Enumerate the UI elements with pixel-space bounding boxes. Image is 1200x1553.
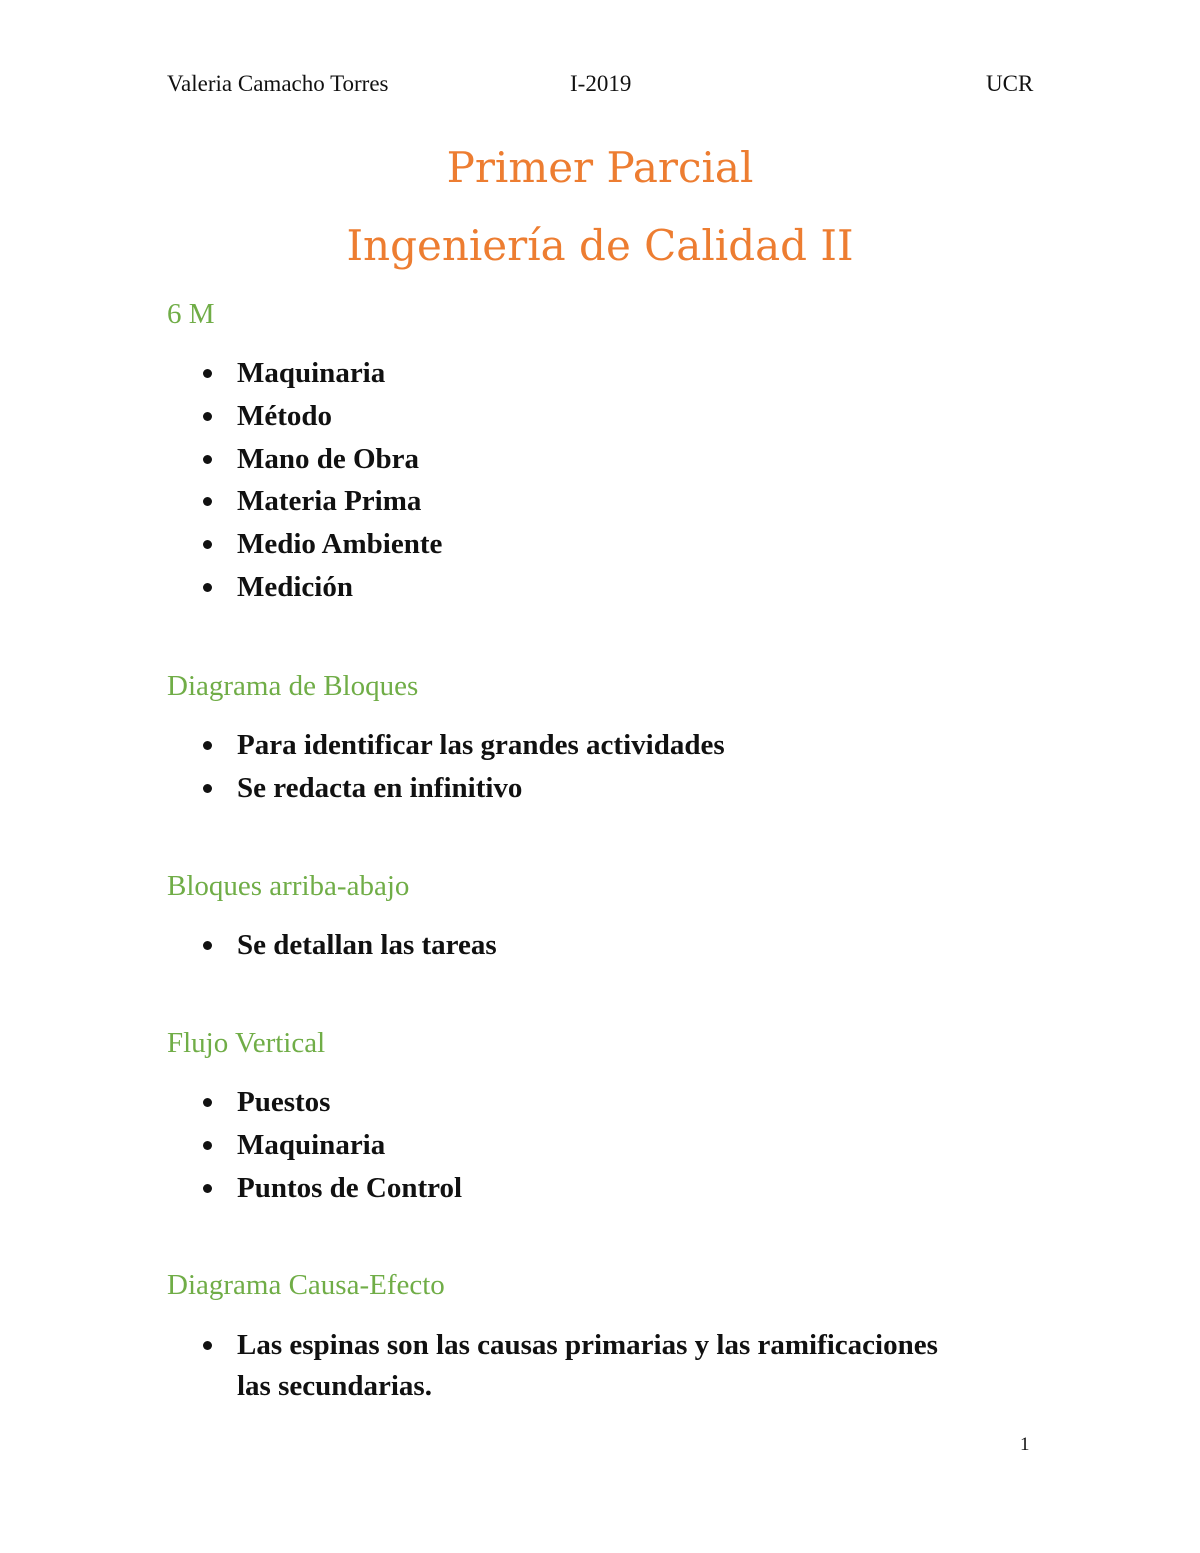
list-item: Las espinas son las causas primarias y las ramificaciones las secundarias.	[167, 1325, 967, 1407]
bullet-icon	[203, 784, 212, 793]
bullet-icon	[203, 412, 212, 421]
list-6m	[167, 352, 1037, 609]
list-diagrama-bloques	[167, 724, 1037, 810]
list-item: Medio Ambiente	[167, 523, 1037, 566]
bullet-icon	[203, 540, 212, 549]
list-item: Maquinaria	[167, 1124, 1037, 1167]
header-institution: UCR	[986, 71, 1034, 96]
page-number: 1	[1020, 1434, 1030, 1455]
bullet-icon	[203, 1098, 212, 1107]
section-heading-diagrama-causa-efecto: Diagrama Causa-Efecto	[167, 1269, 445, 1301]
bullet-icon	[203, 369, 212, 378]
list-item: Para identificar las grandes actividades	[167, 724, 1037, 767]
list-bloques-arriba-abajo	[167, 924, 1037, 967]
document-subtitle: Ingeniería de Calidad II	[346, 221, 854, 270]
bullet-icon	[203, 1141, 212, 1150]
section-heading-bloques-arriba-abajo: Bloques arriba-abajo	[167, 870, 410, 902]
section-heading-6m: 6 M	[167, 298, 215, 330]
list-item: Se redacta en infinitivo	[167, 767, 1037, 810]
list-diagrama-causa-efecto	[167, 1325, 967, 1407]
section-heading-diagrama-bloques: Diagrama de Bloques	[167, 670, 419, 702]
list-item: Mano de Obra	[167, 438, 1037, 481]
bullet-icon	[203, 583, 212, 592]
bullet-icon	[203, 941, 212, 950]
bullet-icon	[203, 497, 212, 506]
list-item: Materia Prima	[167, 480, 1037, 523]
list-flujo-vertical	[167, 1081, 1037, 1209]
document-title: Primer Parcial	[446, 143, 754, 192]
list-item: Puntos de Control	[167, 1167, 1037, 1210]
list-item: Puestos	[167, 1081, 1037, 1124]
list-item: Método	[167, 395, 1037, 438]
bullet-icon	[203, 455, 212, 464]
header-author: Valeria Camacho Torres	[167, 71, 389, 96]
header-term: I-2019	[570, 71, 632, 96]
section-heading-flujo-vertical: Flujo Vertical	[167, 1027, 326, 1059]
list-item: Se detallan las tareas	[167, 924, 1037, 967]
list-item: Maquinaria	[167, 352, 1037, 395]
bullet-icon	[203, 741, 212, 750]
bullet-icon	[203, 1184, 212, 1193]
bullet-icon	[203, 1341, 212, 1350]
list-item: Medición	[167, 566, 1037, 609]
